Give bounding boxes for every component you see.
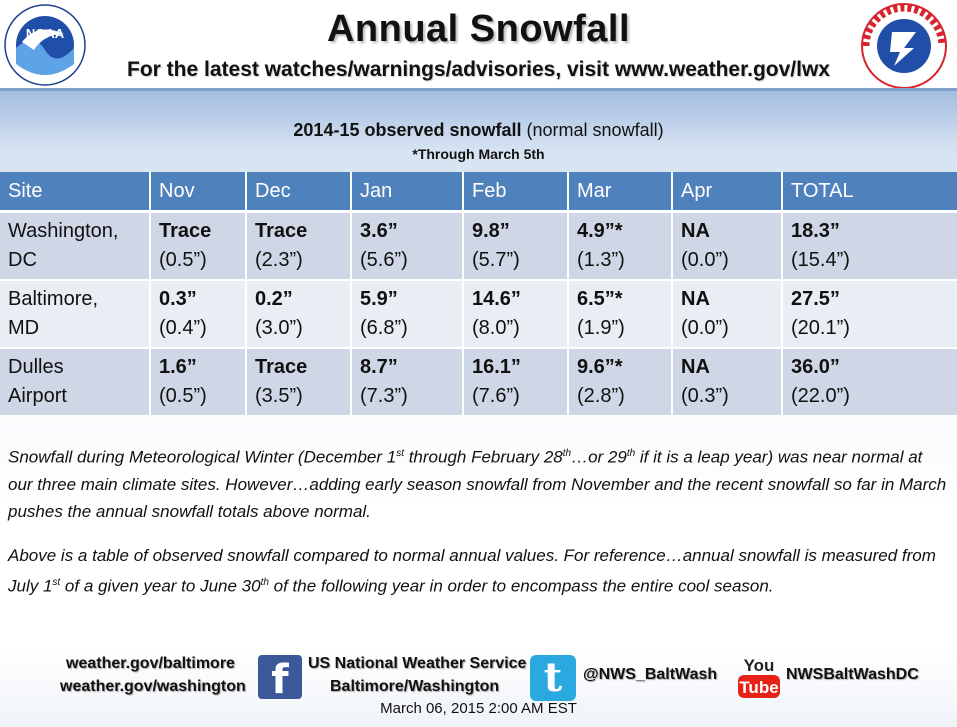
value-cell: 36.0” (22.0”) xyxy=(782,348,957,416)
caption-bold: 2014-15 observed snowfall xyxy=(293,120,522,140)
twitter-icon[interactable]: t xyxy=(530,655,576,701)
table-caption xyxy=(0,120,957,141)
link-baltimore[interactable]: weather.gov/baltimore xyxy=(66,655,235,672)
value-cell: 16.1” (7.6”) xyxy=(463,348,568,416)
caption-note: *Through March 5th xyxy=(412,146,545,162)
header-cell: Dec xyxy=(246,172,351,212)
page-title: Annual Snowfall xyxy=(326,8,631,50)
value-cell: 0.3” (0.4”) xyxy=(150,280,246,348)
site-cell: Dulles Airport xyxy=(0,348,150,416)
svg-text:Tube: Tube xyxy=(739,678,779,697)
value-cell: NA (0.3”) xyxy=(672,348,782,416)
facebook-page-location[interactable]: Baltimore/Washington xyxy=(330,678,500,695)
header-cell: Apr xyxy=(672,172,782,212)
site-cell: Washington, DC xyxy=(0,212,150,281)
header-cell: Jan xyxy=(351,172,463,212)
value-cell: 0.2” (3.0”) xyxy=(246,280,351,348)
youtube-icon[interactable] xyxy=(736,652,782,700)
facebook-page-name[interactable]: US National Weather Service xyxy=(308,655,527,672)
header-cell: Mar xyxy=(568,172,672,212)
table-row xyxy=(0,280,957,348)
nws-logo-icon xyxy=(858,2,950,90)
value-cell: 4.9”* (1.3”) xyxy=(568,212,672,281)
header-cell: Nov xyxy=(150,172,246,212)
page-header xyxy=(0,0,957,88)
header-cell: Site xyxy=(0,172,150,212)
facebook-icon[interactable]: f xyxy=(258,655,302,699)
paragraph-table-reference: Above is a table of observed snowfall compared to normal annual values. For reference…annual snowfall is measured from July 1st of a given year to June 30th of the following year in order to encompass the entire cool season. xyxy=(8,546,936,596)
paragraph-winter-summary: Snowfall during Meteorological Winter (December 1st through February 28th…or 29th if it is a leap year) was near normal at our three main climate sites. However…adding early season snowfall from November and the recent snowfall so far in March pushes the annual snowfall totals above normal. xyxy=(8,447,947,521)
value-cell: 3.6” (5.6”) xyxy=(351,212,463,281)
value-cell: Trace (3.5”) xyxy=(246,348,351,416)
page-subtitle: For the latest watches/warnings/advisories, visit www.weather.gov/lwx xyxy=(127,58,830,81)
table-row xyxy=(0,212,957,281)
header-cell: Feb xyxy=(463,172,568,212)
value-cell: 6.5”* (1.9”) xyxy=(568,280,672,348)
value-cell: 5.9” (6.8”) xyxy=(351,280,463,348)
snowfall-table xyxy=(0,172,957,417)
twitter-handle[interactable]: @NWS_BaltWash xyxy=(583,666,718,683)
caption-normal: (normal snowfall) xyxy=(526,120,664,140)
youtube-channel[interactable]: NWSBaltWashDC xyxy=(786,666,919,683)
value-cell: 14.6” (8.0”) xyxy=(463,280,568,348)
header-cell: TOTAL xyxy=(782,172,957,212)
value-cell: 18.3” (15.4”) xyxy=(782,212,957,281)
value-cell: NA (0.0”) xyxy=(672,280,782,348)
svg-text:You: You xyxy=(743,656,775,675)
site-cell: Baltimore, MD xyxy=(0,280,150,348)
value-cell: 9.8” (5.7”) xyxy=(463,212,568,281)
value-cell: Trace (2.3”) xyxy=(246,212,351,281)
link-washington[interactable]: weather.gov/washington xyxy=(60,678,246,695)
issued-date: March 06, 2015 2:00 AM EST xyxy=(380,700,577,717)
value-cell: 8.7” (7.3”) xyxy=(351,348,463,416)
table-header-row xyxy=(0,172,957,212)
value-cell: 27.5” (20.1”) xyxy=(782,280,957,348)
table-row xyxy=(0,348,957,416)
value-cell: Trace (0.5”) xyxy=(150,212,246,281)
svg-text:NOAA: NOAA xyxy=(25,26,65,41)
value-cell: NA (0.0”) xyxy=(672,212,782,281)
value-cell: 9.6”* (2.8”) xyxy=(568,348,672,416)
value-cell: 1.6” (0.5”) xyxy=(150,348,246,416)
